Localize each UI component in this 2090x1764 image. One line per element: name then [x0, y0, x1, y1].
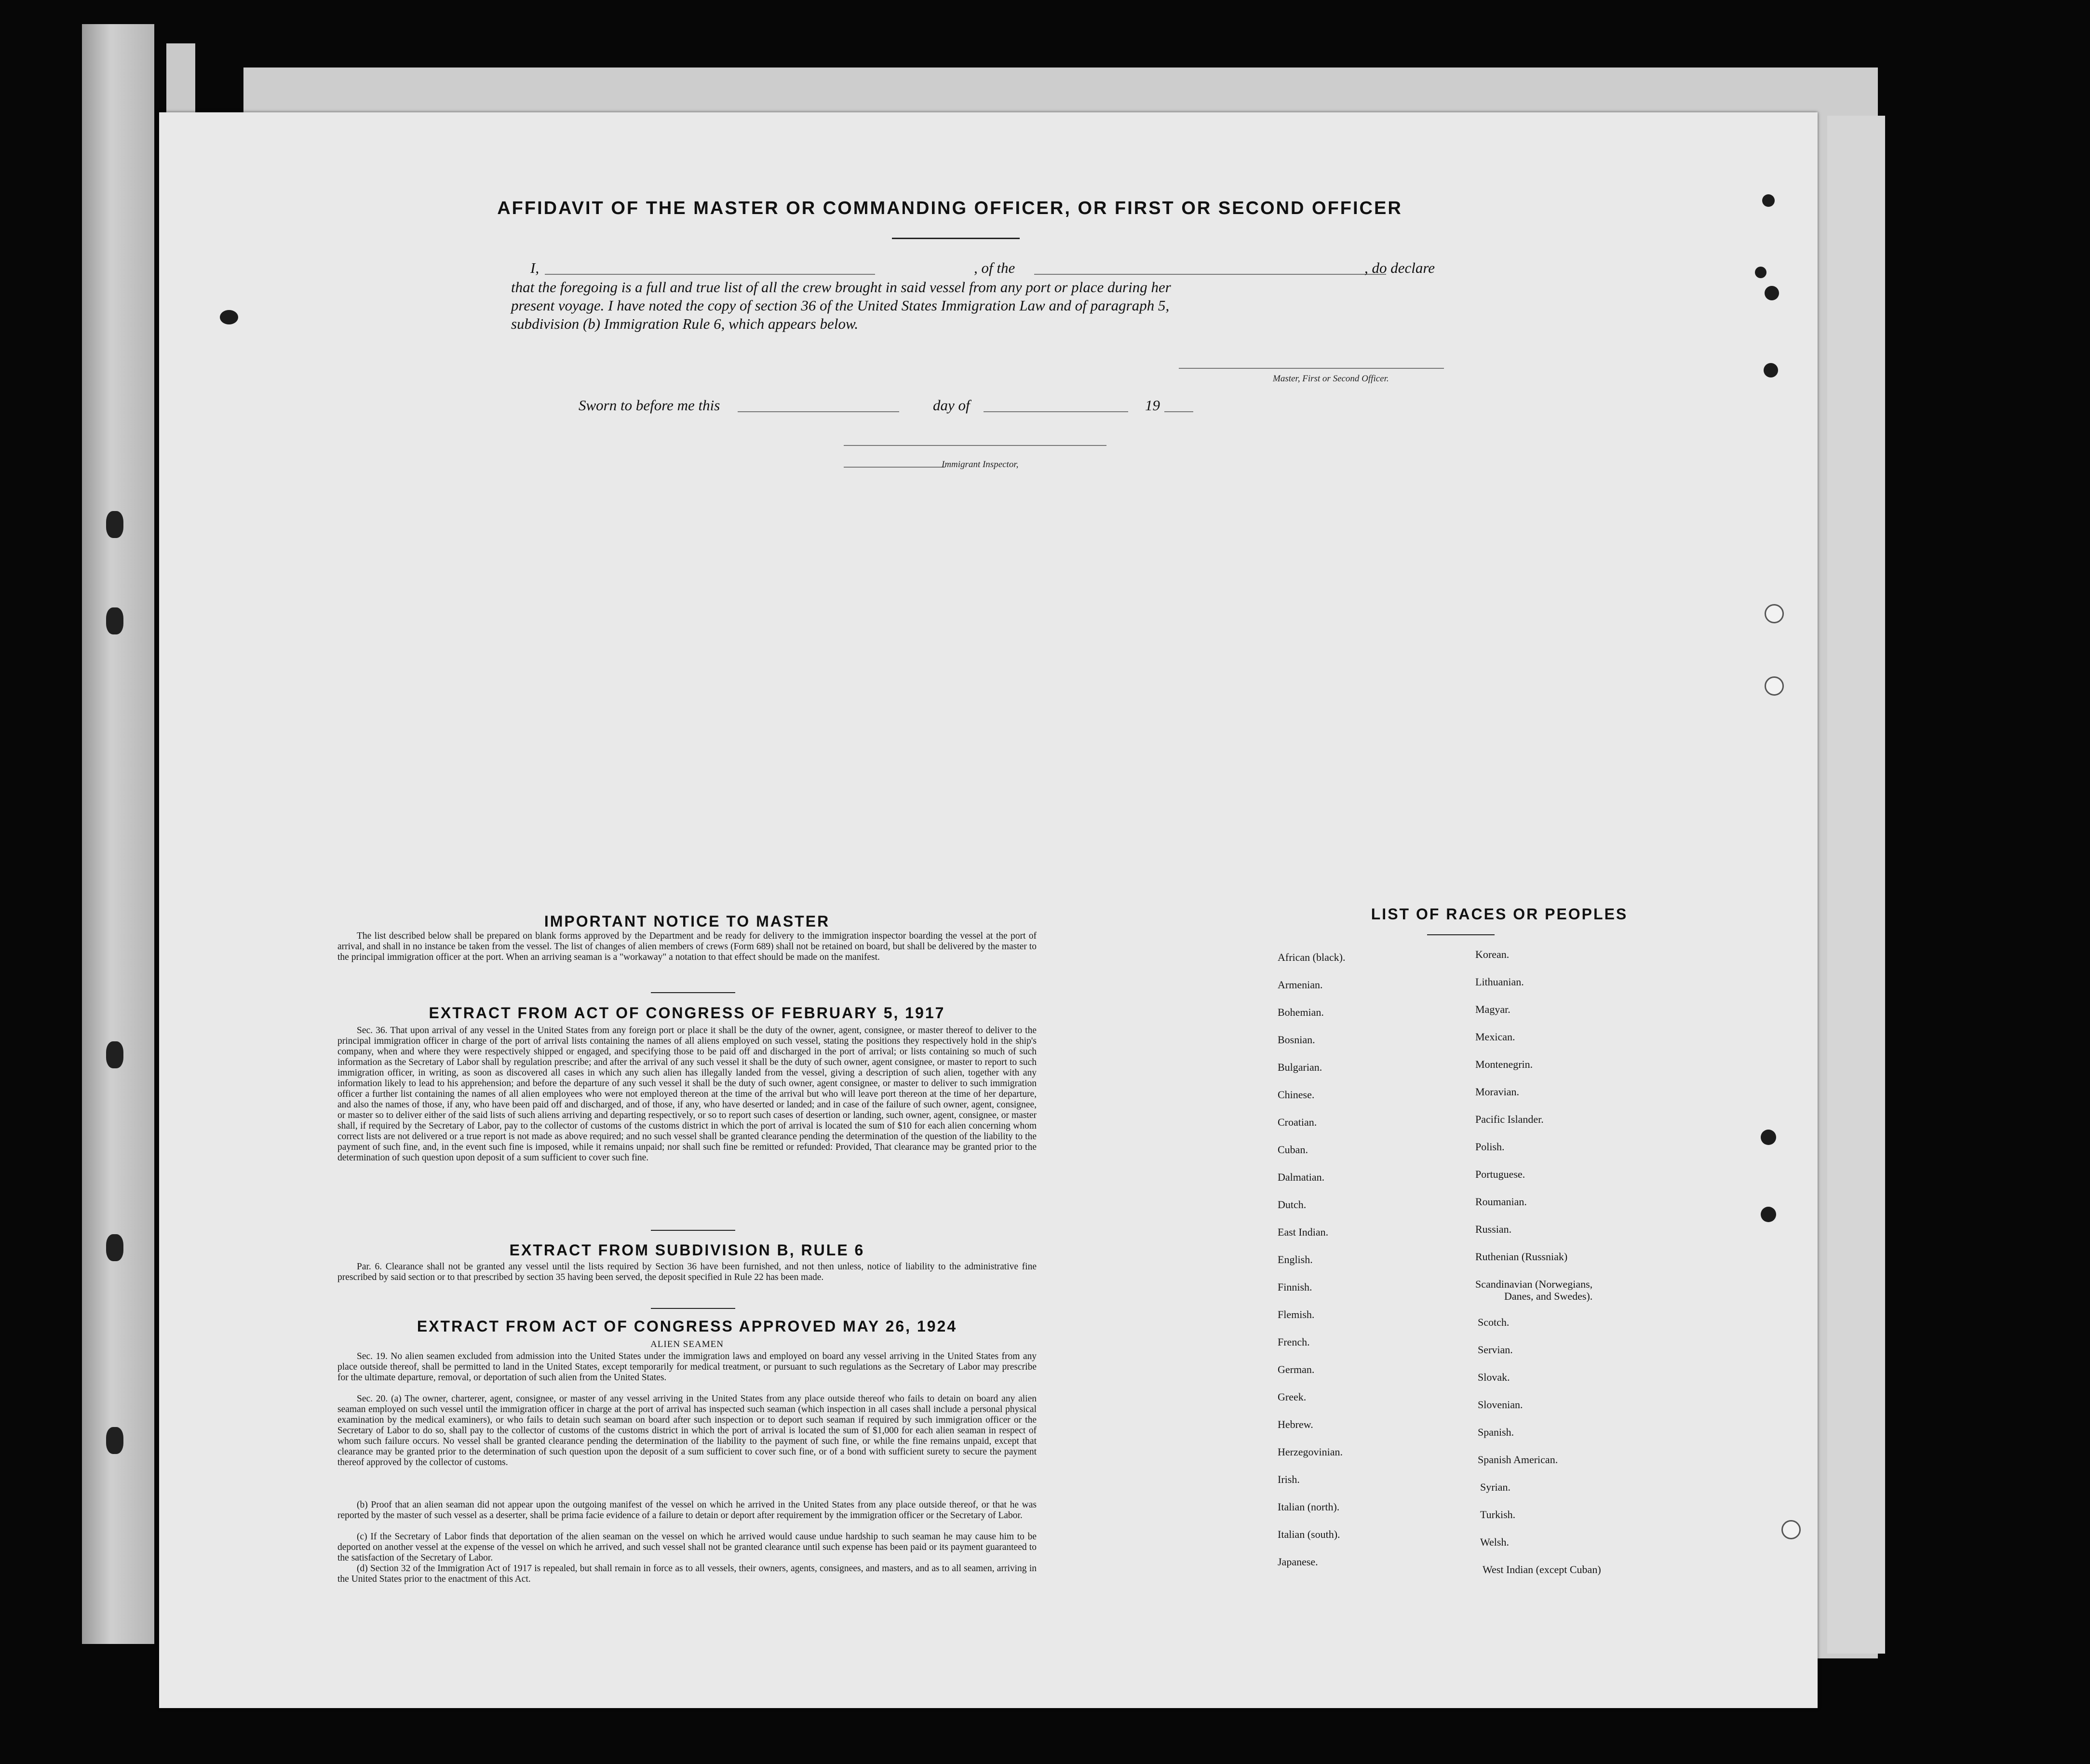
race-item: Turkish. [1480, 1508, 1516, 1521]
race-item: African (black). [1278, 951, 1346, 963]
notice-title: IMPORTANT NOTICE TO MASTER [544, 913, 830, 930]
section-rule [651, 1230, 735, 1231]
inspector-label-line [844, 467, 945, 468]
race-item: Ruthenian (Russniak) [1475, 1251, 1568, 1263]
race-item: Montenegrin. [1475, 1058, 1533, 1070]
race-item: Servian. [1478, 1344, 1513, 1356]
declare-label: , do declare [1364, 259, 1435, 276]
inspector-label: Immigrant Inspector, [942, 459, 1019, 470]
race-item: Pacific Islander. [1475, 1113, 1544, 1125]
race-item: Bulgarian. [1278, 1061, 1322, 1073]
year-label: 19 [1145, 397, 1160, 414]
race-item: Slovenian. [1478, 1399, 1523, 1411]
punch-hole [106, 1234, 123, 1261]
race-item: Bohemian. [1278, 1006, 1324, 1018]
race-item: West Indian (except Cuban) [1483, 1563, 1601, 1575]
sec-20d-text: (d) Section 32 of the Immigration Act of 1917 is repealed, but shall remain in force as to all vessels, their owners, agents, consignees, and masters, and as to all seamen, arriving in the United States prior to the enactment of this Act. [337, 1563, 1037, 1584]
ink-blot [1765, 286, 1779, 300]
race-item: Mexican. [1475, 1031, 1515, 1043]
sec-20a-text: Sec. 20. (a) The owner, charterer, agent, consignee, or master of any vessel arriving in the United States from any place outside thereof who fails to detain on board any alien seaman employed on such vessel until the immigration officer in charge at the port of arrival has inspected such seaman (which inspection in all cases shall include a personal physical examination by the medical examiners), or who fails to detain such seaman on board after such inspection or to deport such seaman if required by such immigration officer or the Secretary of Labor to do so, shall pay to the collector of customs of the customs district in which the port of arrival is located the sum of $1,000 for each alien seaman in respect of whom such failure occurs. No vessel shall be granted clearance pending the determination of the liability to the payment of such fine, or while the fine remains unpaid, except that clearance may be granted prior to the determination of such question upon the deposit of a sum sufficient to cover such fine, or of a bond with sufficient surety to secure the payment thereof approved by the collector of customs. [337, 1394, 1037, 1468]
punch-hole [106, 1041, 123, 1068]
declaration-i: I, [530, 259, 539, 276]
ink-blot [1761, 1207, 1776, 1222]
race-item: Roumanian. [1475, 1196, 1527, 1208]
ink-blot [1761, 1130, 1776, 1145]
race-item: Dalmatian. [1278, 1171, 1325, 1183]
race-item: Russian. [1475, 1223, 1512, 1235]
race-item: Welsh. [1480, 1536, 1509, 1548]
extract-1924-title: EXTRACT FROM ACT OF CONGRESS APPROVED MAY 26, 1924 [417, 1318, 957, 1335]
affidavit-page [159, 112, 1818, 1708]
vessel-blank [1034, 274, 1386, 275]
race-item: Hebrew. [1278, 1418, 1313, 1430]
race-item: German. [1278, 1363, 1315, 1375]
races-title-rule [1427, 934, 1495, 935]
backing-sheet-left [82, 24, 154, 1644]
race-item: Herzegovinian. [1278, 1446, 1343, 1458]
declaration-line-2: that the foregoing is a full and true list of all the crew brought in said vessel from any port or place during her [511, 279, 1171, 296]
race-item: Dutch. [1278, 1198, 1307, 1211]
punch-hole [106, 1427, 123, 1454]
title-rule [892, 238, 1020, 239]
races-title: LIST OF RACES OR PEOPLES [1371, 905, 1628, 923]
extract-1924-subtitle: ALIEN SEAMEN [650, 1339, 724, 1349]
punch-hole [1765, 676, 1784, 696]
declaration-line-4: subdivision (b) Immigration Rule 6, which appears below. [511, 315, 859, 332]
race-item: Syrian. [1480, 1481, 1510, 1493]
declaration-line-3: present voyage. I have noted the copy of section 36 of the United States Immigration Law and of paragraph 5, [511, 297, 1170, 314]
punch-hole [106, 511, 123, 538]
ink-blot [1762, 194, 1775, 207]
backing-sheet-right [1827, 116, 1885, 1654]
race-item: Magyar. [1475, 1003, 1510, 1015]
extract-rule6-title: EXTRACT FROM SUBDIVISION B, RULE 6 [509, 1241, 865, 1259]
day-of-label: day of [933, 397, 970, 414]
day-blank [738, 411, 899, 412]
name-blank [545, 274, 875, 275]
race-item: Armenian. [1278, 979, 1323, 991]
race-item: Flemish. [1278, 1308, 1315, 1320]
race-item: Croatian. [1278, 1116, 1317, 1128]
race-item: Lithuanian. [1475, 976, 1524, 988]
ink-blot [1764, 363, 1778, 377]
race-item: Portuguese. [1475, 1168, 1525, 1180]
section-rule [651, 992, 735, 993]
race-item: Slovak. [1478, 1371, 1510, 1383]
race-item: Spanish American. [1478, 1454, 1558, 1466]
race-item: Spanish. [1478, 1426, 1514, 1438]
race-item: Japanese. [1278, 1556, 1318, 1568]
race-item: Italian (north). [1278, 1501, 1340, 1513]
punch-hole [1765, 604, 1784, 623]
race-item: Irish. [1278, 1473, 1300, 1485]
sec-20c-text: (c) If the Secretary of Labor finds that deportation of the alien seaman on the vessel on which he arrived would cause undue hardship to such seaman he may cause him to be deported on another vessel at the expense of the vessel on which he arrived, and such vessel shall not be granted clearance until such expense has been paid or its payment guaranteed to the satisfaction of the Secretary of Labor. [337, 1532, 1037, 1563]
extract-rule6-text: Par. 6. Clearance shall not be granted any vessel until the lists required by Section 36 have been furnished, and not then unless, notice of liability to the administrative fine prescribed by said section or to that prescribed by section 35 having been served, the deposit specified in Rule 22 has been made. [337, 1262, 1037, 1282]
race-item: Italian (south). [1278, 1528, 1340, 1540]
of-the-label: , of the [974, 259, 1015, 276]
punch-hole [1781, 1520, 1801, 1539]
race-item: Moravian. [1475, 1086, 1520, 1098]
race-item: Scandinavian (Norwegians, [1475, 1278, 1593, 1290]
ink-blot [220, 310, 238, 324]
race-item: Danes, and Swedes). [1504, 1290, 1593, 1302]
extract-1917-text: Sec. 36. That upon arrival of any vessel in the United States from any foreign port or place it shall be the duty of the owner, agent, consignee, or master thereof to deliver to the principal immigration officer in charge of the port of arrival lists containing the names of all aliens employed on such vessel, stating the positions they respectively hold in the ship's company, when and where they were respectively shipped or engaged, and specifying those to be paid off and discharged in the port of arrival; or lists containing so much of such information as the Secretary of Labor shall by regulation prescribe; and after the arrival of any such vessel it shall be the duty of such owner, agent consignee, or master to report to such immigration officer, in writing, as soon as discovered all cases in which any such alien has illegally landed from the vessel, giving a description of such alien, together with any information likely to lead to his apprehension; and before the departure of any such vessel it shall be the duty of such owner, agent consignee, or master to deliver to such immigration officer a further list containing the names of all alien employees who were not employed thereon at the time of the arrival but who will leave port thereon at the time of her departure, and also the names of those, if any, who have been paid off and discharged, and of those, if any, who have deserted or landed; and in case of the failure of such owner, agent, consignee, or master so to deliver either of the said lists of such aliens arriving and departing respectively, or so to report such cases of desertion or landing, such owner, agent, consignee, or master shall, if required by the Secretary of Labor, pay to the collector of customs of the customs district in which the port of arrival is located the sum of $10 for each alien concerning whom correct lists are not delivered or a true report is not made as above required; and no such vessel shall be granted clearance pending the determination of the question of the liability to the payment of such fine, and, in the event such fine is imposed, while it remains unpaid; nor shall such fine be remitted or refunded: Provided, That clearance may be granted prior to the determination of such question upon deposit of a sum sufficient to cover such fine. [337, 1025, 1037, 1163]
notice-text: The list described below shall be prepared on blank forms approved by the Department and be ready for delivery to the immigration inspector boarding the vessel at the port of arrival, and shall in no instance be taken from the vessel. The list of changes of alien members of crews (Form 689) shall not be retained on board, but shall be delivered by the master to the principal immigration officer at the port. When an arriving seaman is a "workaway" a notation to that effect should be made on the manifest. [337, 931, 1037, 962]
race-item: English. [1278, 1253, 1313, 1266]
month-blank [984, 411, 1128, 412]
inspector-signature-line [844, 445, 1106, 446]
race-item: Polish. [1475, 1141, 1505, 1153]
year-blank [1164, 411, 1193, 412]
sec-19-text: Sec. 19. No alien seamen excluded from admission into the United States under the immigration laws and employed on board any vessel arriving in the United States from any place outside thereof, shall be permitted to land in the United States, except temporarily for medical treatment, or pursuant to such regulations as the Secretary of Labor may prescribe for the ultimate departure, removal, or deportation of such alien from the United States. [337, 1351, 1037, 1383]
race-item: Scotch. [1478, 1316, 1510, 1328]
ink-blot [1755, 267, 1766, 278]
affidavit-title: AFFIDAVIT OF THE MASTER OR COMMANDING OFFICER, OR FIRST OR SECOND OFFICER [497, 198, 1402, 218]
master-label: Master, First or Second Officer. [1273, 374, 1389, 384]
race-item: East Indian. [1278, 1226, 1329, 1238]
race-item: French. [1278, 1336, 1310, 1348]
race-item: Korean. [1475, 948, 1510, 960]
extract-1917-title: EXTRACT FROM ACT OF CONGRESS OF FEBRUARY 5, 1917 [429, 1004, 945, 1022]
sec-20b-text: (b) Proof that an alien seaman did not appear upon the outgoing manifest of the vessel on which he arrived in the United States from any place outside thereof, or that he was reported by the master of such vessel as a deserter, shall be prima facie evidence of a failure to detain or deport after requirement by the immigration officer or the Secretary of Labor. [337, 1500, 1037, 1521]
sworn-label: Sworn to before me this [579, 397, 720, 414]
punch-hole [106, 607, 123, 634]
master-signature-line [1179, 368, 1444, 369]
race-item: Finnish. [1278, 1281, 1312, 1293]
section-rule [651, 1308, 735, 1309]
race-item: Bosnian. [1278, 1034, 1315, 1046]
race-item: Greek. [1278, 1391, 1307, 1403]
race-item: Chinese. [1278, 1089, 1315, 1101]
race-item: Cuban. [1278, 1144, 1308, 1156]
